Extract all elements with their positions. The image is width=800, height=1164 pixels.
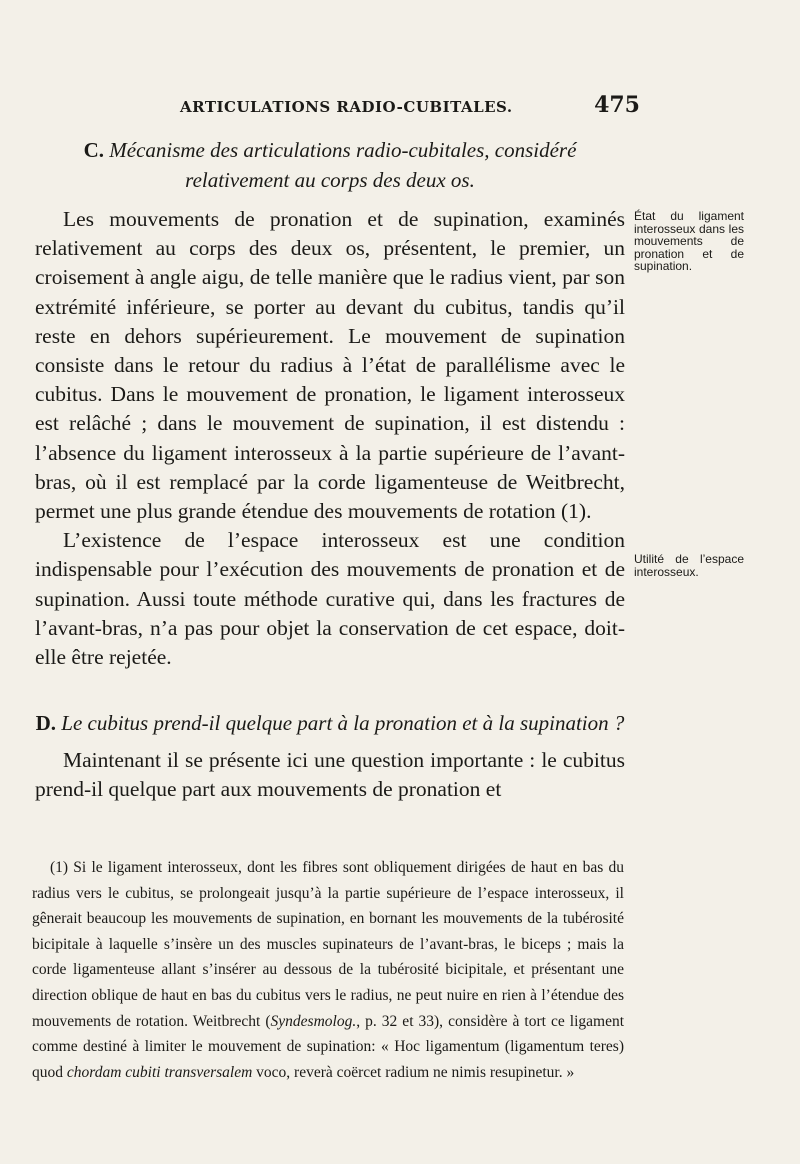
page-number: 475 — [594, 92, 640, 118]
section-c-paragraph-1: Les mouvements de pronation et de supination, examinés relativement au corps des deux os, présentent, le premier, un croisement à angle aigu, de telle manière que le radius vient, par son extrémité inférieure, se porter au devant du cubitus, tandis qu’il reste en dehors supérieurement. Le mouvement de supination consiste dans le retour du radius à l’état de parallélisme avec le cubitus. Dans le mouvement de pronation, le ligament interosseux est relâché ; dans le mouvement de supination, il est distendu : l’absence du ligament interosseux à la partie supérieure de l’avant-bras, où il est remplacé par la corde ligamenteuse de Weitbrecht, permet une plus grande étendue des mouvements de rotation (1). — [35, 207, 625, 524]
section-c-heading — [35, 135, 625, 195]
section-d-label: D. — [35, 711, 57, 735]
page-header — [180, 92, 640, 118]
section-d-title: Le cubitus prend-il quelque part à la pronation et à la supination ? — [61, 711, 625, 735]
footnote-citation: Syndesmolog. — [270, 1012, 357, 1030]
section-d-paragraph-1: Maintenant il se présente ici une question importante : le cubitus prend-il quelque part aux mouvements de pronation et — [35, 748, 625, 802]
section-c — [35, 135, 625, 672]
margin-note-espace: Utilité de l’espace interosseux. — [634, 552, 744, 579]
footnote-latin: chordam cubiti transversalem — [66, 1063, 253, 1081]
section-d-heading — [35, 708, 625, 738]
footnote-text-3: voco, reverà coërcet radium ne nimis resupinetur. » — [252, 1063, 575, 1081]
footnote-1 — [32, 855, 624, 1085]
section-c-title: Mécanisme des articulations radio-cubitales, considéré relativement au corps des deux os. — [109, 138, 577, 192]
section-d — [35, 708, 625, 804]
running-title: ARTICULATIONS RADIO-CUBITALES. — [180, 98, 513, 116]
section-c-label: C. — [83, 138, 104, 162]
footnote-text-1: (1) Si le ligament interosseux, dont les fibres sont obliquement dirigées de haut en bas du radius vers le cubitus, se prolongeait jusqu’à la partie supérieure de l’espace interosseux, il gênerait beaucoup les mouvements de supination, en bornant les mouvements de la tubérosité bicipitale à laquelle s’insère un des muscles supinateurs de l’avant-bras, le biceps ; mais la corde ligamenteuse allant s’insérer au dessous de la tubérosité bicipitale, et présentant une direction oblique de haut en bas du cubitus vers le radius, ne peut nuire en rien à l’étendue des mouvements de rotation. Weitbrecht ( — [32, 859, 624, 1030]
section-c-paragraph-2: L’existence de l’espace interosseux est une condition indispensable pour l’exécution des mouvements de pronation et de supination. Aussi toute méthode curative qui, dans les fractures de l’avant-bras, n’a pas pour objet la conservation de cet espace, doit-elle être rejetée. — [35, 528, 625, 670]
footnote-text-2: , p. 32 et 33), considère à tort ce ligament comme destiné à limiter le mouvement de supination: « Hoc ligamentum (ligamentum teres) quod — [32, 1012, 624, 1081]
footnote — [32, 855, 624, 1085]
margin-note-ligament: État du ligament interosseux dans les mouvements de pronation et de supination. — [634, 209, 744, 273]
